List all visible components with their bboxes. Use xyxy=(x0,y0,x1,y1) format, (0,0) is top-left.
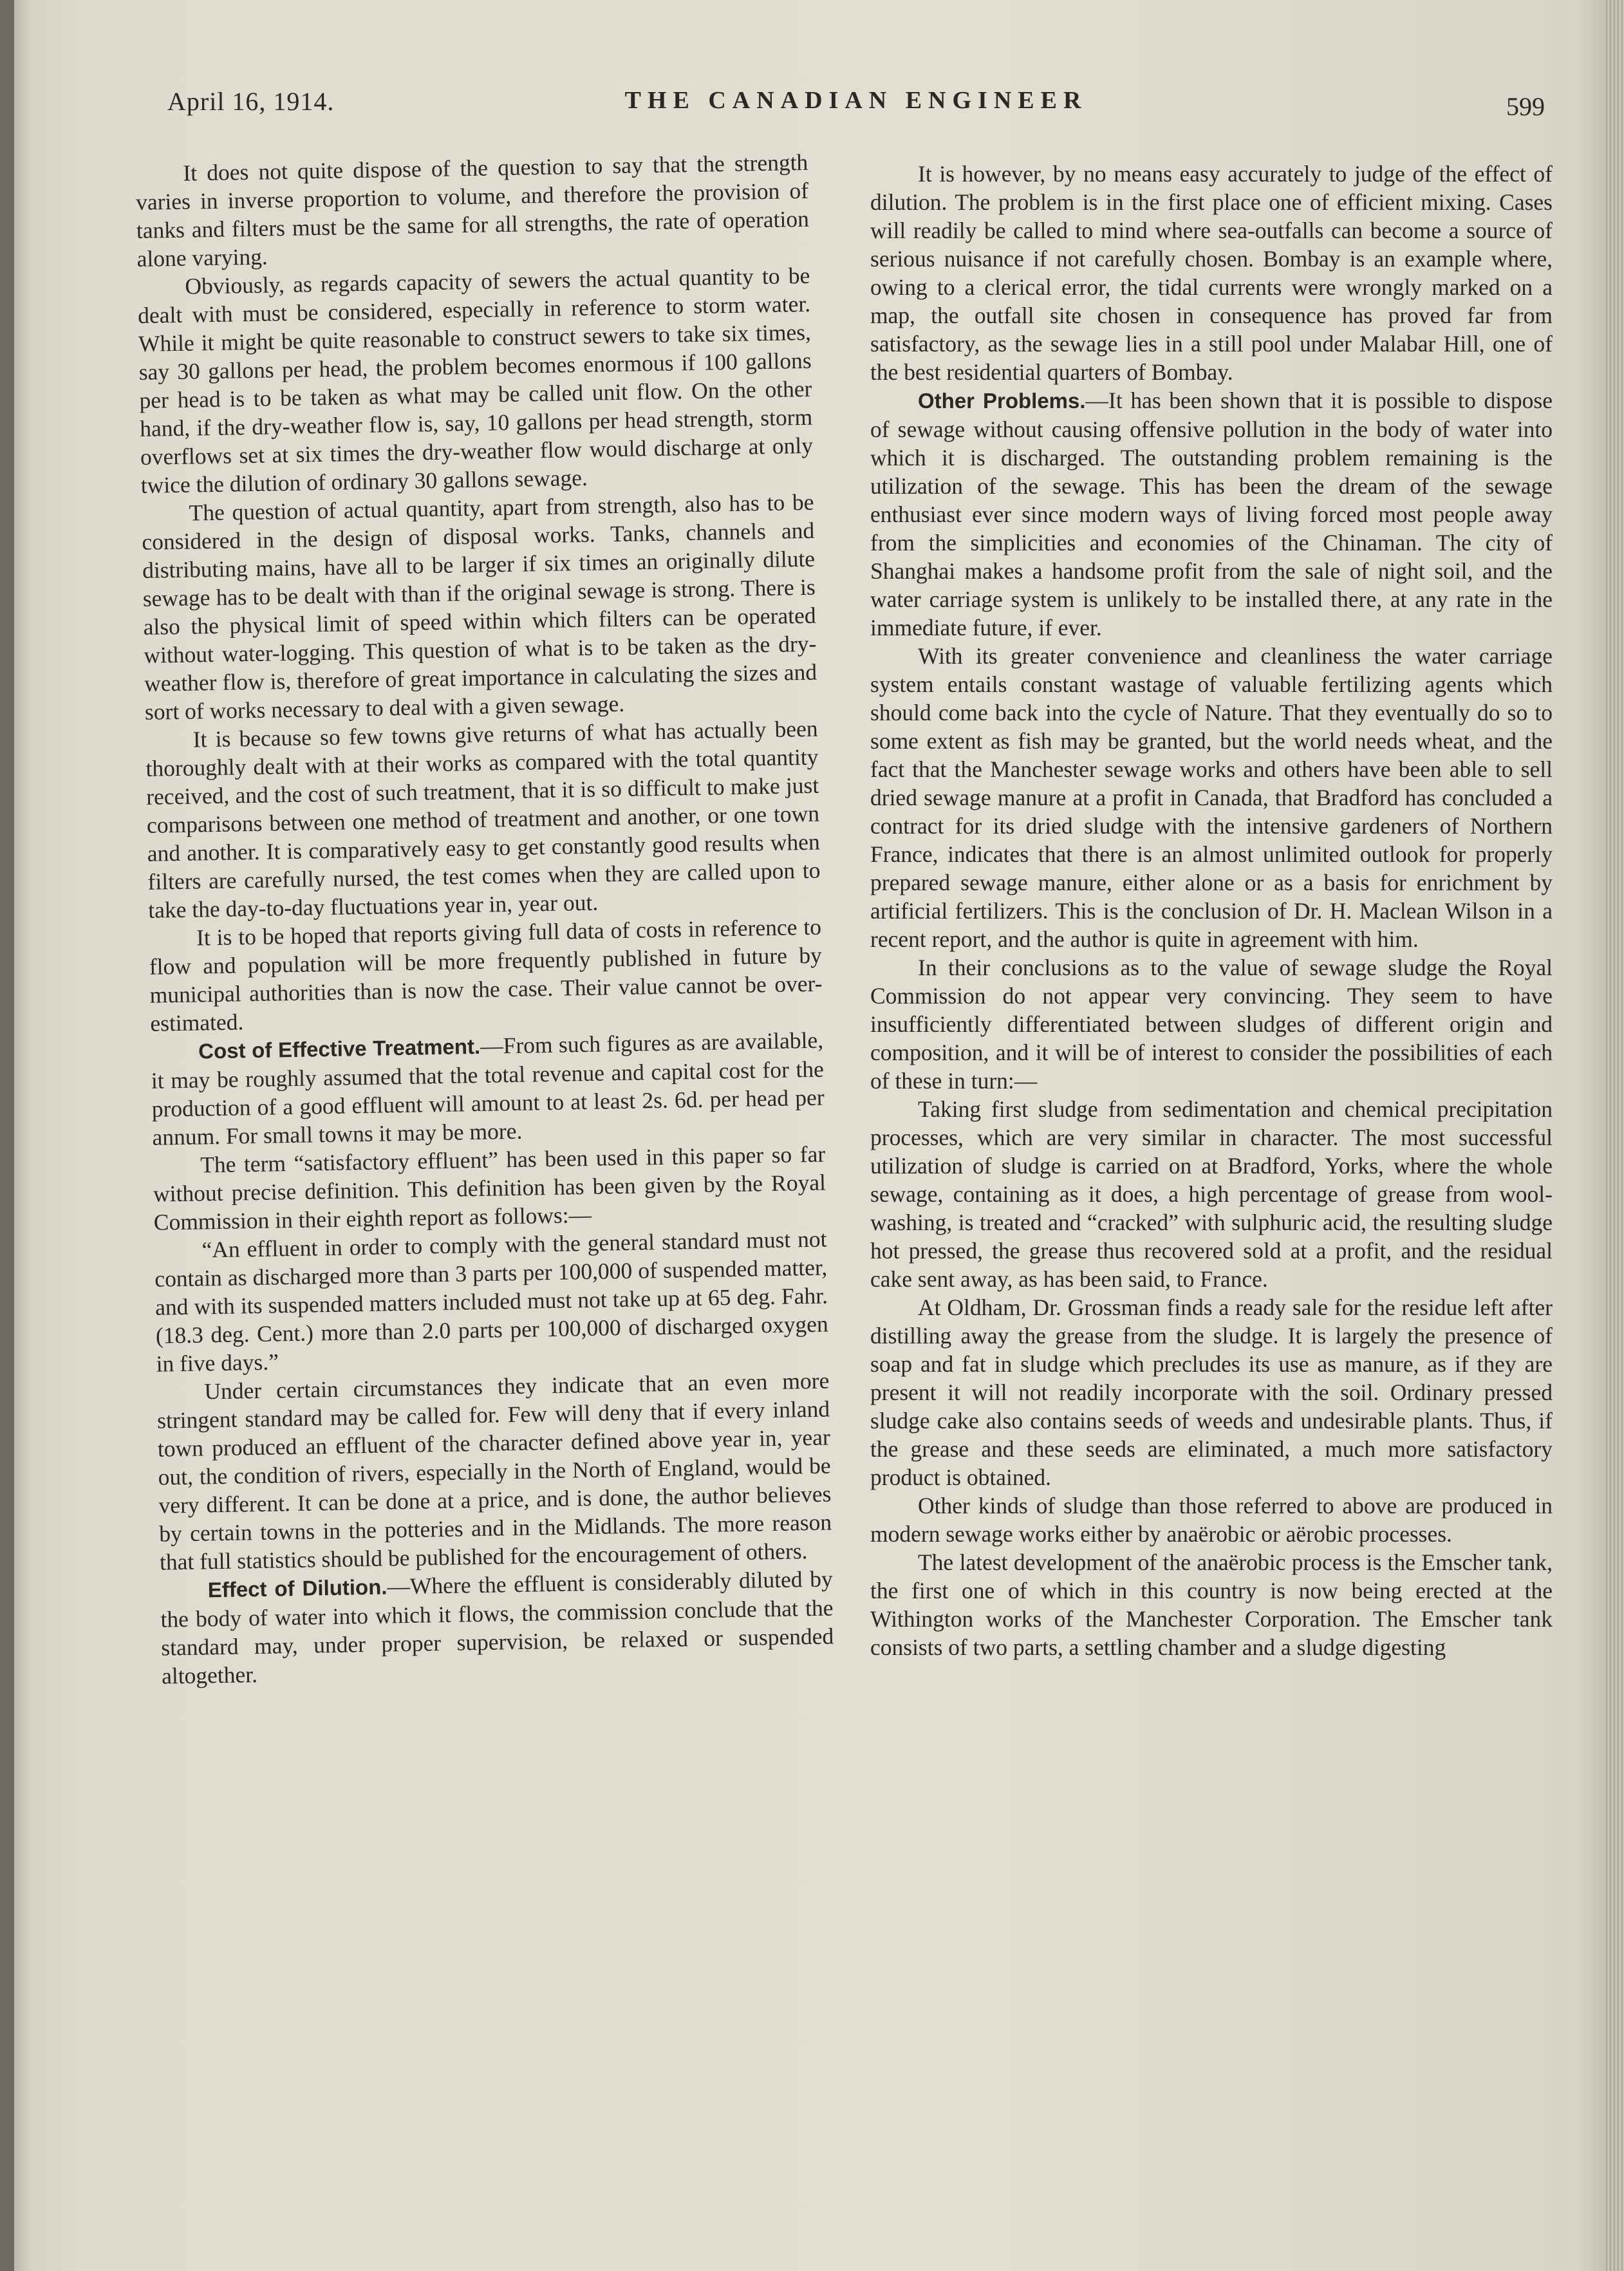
section-heading: Effect of Dilution. xyxy=(207,1575,387,1602)
paragraph: Taking first sludge from sedimentation and chemical precipitation processes, which are very similar in character. The most successful utilization of sludge is carried on at Bradford, Yorks, where the whole sewage, containing as it does, a high percentage of grease from wool-washing, is treated and “cracked” with sulphuric acid, the resulting sludge hot pressed, the grease thus recovered sold at a profit, and the residual cake sent away, as has been said, to France. xyxy=(870,1096,1553,1292)
page-number: 599 xyxy=(1506,92,1545,121)
paragraph: It is to be hoped that reports giving full data of costs in reference to flow and population will be more frequently published in future by municipal authorities than is now the case. Their value cannot be over-estimated. xyxy=(149,913,823,1036)
paragraph: The latest development of the anaërobic process is the Emscher tank, the first one of which in this country is now being erected at the Withington works of the Manchester Corporation. The Emscher tank consists of two parts, a settling chamber and a sludge digesting xyxy=(870,1549,1553,1660)
running-header xyxy=(167,77,1545,129)
section-heading: Cost of Effective Treatment. xyxy=(198,1034,481,1063)
section-paragraph: Other Problems.—It has been shown that it is possible to dispose of sewage without causing offensive pollution in the body of water into which it is discharged. The outstanding problem remaining is the utilization of the sewage. This has been the dream of the sewage enthusiast ever since modern ways of living forced most people away from the simplicities and economies of the Chinaman. The city of Shanghai makes a handsome profit from the sale of night soil, and the water carriage system is unlikely to be installed there, at any rate in the immediate future, if ever. xyxy=(870,388,1553,640)
paragraph: In their conclusions as to the value of sewage sludge the Royal Commission do not appear very convincing. They seem to have insufficiently differentiated between sludges of different origin and composition, and it will be of interest to consider the possibilities of each of these in turn:— xyxy=(870,955,1553,1094)
section-heading: Other Problems. xyxy=(918,389,1086,413)
paragraph: The term “satisfactory effluent” has been used in this paper so far without precise definition. This definition has been given by the Royal Commission in their eighth report as follows:— xyxy=(153,1141,826,1235)
paragraph: The question of actual quantity, apart from strength, also has to be considered in the design of disposal works. Tanks, channels and distributing mains, have all to be larger if six times an originally dilute sewage has to be dealt with than if the original sewage is strong. There is also the physical limit of speed within which filters can be operated without water-logging. This question of what is to be taken as the dry-weather flow is, therefore of great importance in calculating the sizes and sort of works necessary to deal with a given sewage. xyxy=(142,489,817,725)
page-edge-stack xyxy=(1605,0,1624,2271)
paragraph: With its greater convenience and cleanliness the water carriage system entails constant wastage of valuable fertilizing agents which should come back into the cycle of Nature. That they eventually do so to some extent as fish may be granted, but the world needs wheat, and the fact that the Manchester sewage works and others have been able to sell dried sewage manure at a profit in Canada, that Bradford has concluded a contract for its dried sludge with the intensive gardeners of Northern France, indicates that there is an almost unlimited outlook for properly prepared sewage manure, either alone or as a basis for enrichment by artificial fertilizers. This is the conclusion of Dr. H. Maclean Wilson in a recent report, and the author is quite in agreement with him. xyxy=(870,643,1553,952)
section-paragraph: Cost of Effective Treatment.—From such figures as are available, it may be roughly assumed that the total revenue and capital cost for the production of a good effluent will amount to at least 2s. 6d. per head per annum. For small towns it may be more. xyxy=(151,1027,825,1150)
paragraph: Under certain circumstances they indicate that an even more stringent standard may be called for. Few will deny that if every inland town produced an effluent of the character defined above year in, year out, the condition of rivers, especially in the North of England, would be very different. It can be done at a price, and is done, the author believes by certain towns in the potteries and in the Midlands. The more reason that full statistics should be published for the encouragement of others. xyxy=(156,1367,832,1575)
paragraph: Obviously, as regards capacity of sewers the actual quantity to be dealt with must be considered, especially in reference to storm water. While it might be quite reasonable to construct sewers to take six times, say 30 gallons per head, the problem becomes enormous if 100 gallons per head is to be taken as what may be called unit flow. On the other hand, if the dry-weather flow is, say, 10 gallons per head strength, storm overflows set at six times the dry-weather flow would discharge at only twice the dilution of ordinary 30 gallons sewage. xyxy=(137,262,814,498)
left-column xyxy=(135,148,834,1690)
issue-date: April 16, 1914. xyxy=(167,87,335,116)
binding-gutter xyxy=(0,0,14,2271)
paragraph: It does not quite dispose of the question to say that the strength varies in inverse proportion to volume, and therefore the provision of tanks and filters must be the same for all strengths, the rate of operation alone varying. xyxy=(135,149,810,272)
right-column xyxy=(870,160,1553,1661)
quoted-definition: “An effluent in order to comply with the general standard must not contain as discharged more than 3 parts per 100,000 of suspended matter, and with its suspended matters included must not take up at 65 deg. Fahr. (18.3 deg. Cent.) more than 2.0 parts per 100,000 of discharged oxygen in five days.” xyxy=(154,1226,829,1377)
section-paragraph: Effect of Dilution.—Where the effluent is considerably diluted by the body of water into which it flows, the commission conclude that the standard may, under proper supervision, be relaxed or suspended altogether. xyxy=(160,1565,834,1689)
paragraph: At Oldham, Dr. Grossman finds a ready sale for the residue left after distilling away the grease from the sludge. It is largely the presence of soap and fat in sludge which precludes its use as manure, as if they are present it will not readily incorporate with the soil. Ordinary pressed sludge cake also contains seeds of weeds and undesirable plants. Thus, if the grease and these seeds are eliminated, a much more satisfactory product is obtained. xyxy=(870,1294,1553,1490)
paragraph: It is however, by no means easy accurately to judge of the effect of dilution. The problem is in the first place one of efficient mixing. Cases will readily be called to mind where sea-outfalls can become a source of serious nuisance if not carefully chosen. Bombay is an example where, owing to a clerical error, the tidal currents were wrongly marked on a map, the outfall site chosen in consequence has proved far from satisfactory, as the sewage lies in a still pool under Malabar Hill, one of the best residential quarters of Bombay. xyxy=(870,161,1553,385)
paragraph: Other kinds of sludge than those referred to above are produced in modern sewage works either by anaërobic or aërobic processes. xyxy=(870,1493,1553,1547)
journal-title: THE CANADIAN ENGINEER xyxy=(624,87,1088,114)
paragraph: It is because so few towns give returns of what has actually been thoroughly dealt with at their works as compared with the total quantity received, and the cost of such treatment, that it is so difficult to make just comparisons between one method of treatment and another, or one town and another. It is comparatively easy to get constantly good results when filters are carefully nursed, the test comes when they are called upon to take the day-to-day fluctuations year in, year out. xyxy=(145,715,821,923)
